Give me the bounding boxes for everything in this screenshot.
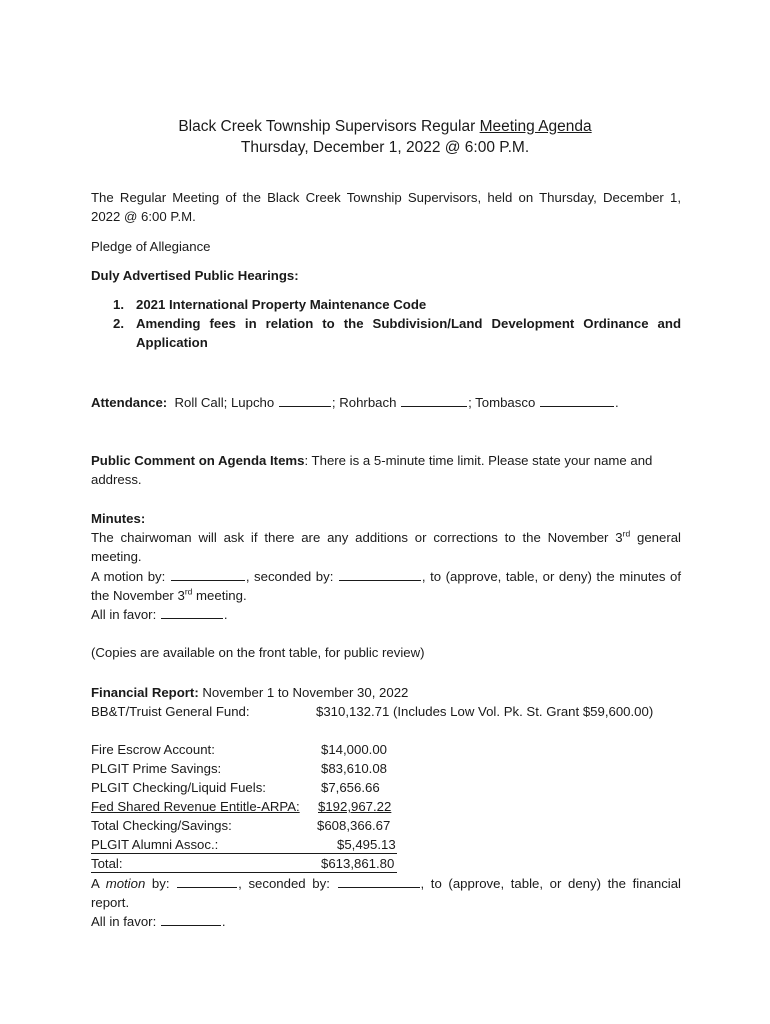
- financial-motion: [91, 873, 681, 912]
- minutes-text-end: general meeting.: [91, 530, 681, 564]
- hearing-text: 2021 International Property Maintenance Code: [136, 297, 427, 312]
- account-row: [91, 797, 681, 816]
- attendance-roll-call: Roll Call; Lupcho: [174, 395, 275, 410]
- accounts-table: [91, 740, 681, 873]
- fin-motion-a: A: [91, 876, 106, 891]
- general-fund-row: [91, 702, 681, 721]
- account-row: [91, 835, 397, 854]
- account-value: $192,967.22: [318, 799, 392, 814]
- minutes-text: The chairwoman will ask if there are any additions or corrections to the November 3: [91, 530, 623, 545]
- seconded-by-blank: [339, 566, 421, 581]
- general-fund-label: BB&T/Truist General Fund:: [91, 704, 250, 719]
- fin-motion-by-label: by:: [145, 876, 177, 891]
- fin-motion-italic: motion: [105, 876, 146, 891]
- minutes-sup: rd: [622, 528, 631, 539]
- attendance-end: .: [614, 395, 619, 410]
- account-row: [91, 816, 681, 835]
- hearing-text: Amending fees in relation to the Subdivision/Land Development Ordinance and Application: [136, 316, 681, 350]
- title-prefix: Black Creek Township Supervisors Regular: [178, 118, 480, 135]
- financial-label: Financial Report:: [91, 685, 199, 700]
- fin-motion-by-blank: [177, 873, 237, 888]
- motion-sup: rd: [184, 586, 193, 597]
- lupcho-blank: [279, 392, 331, 407]
- public-comment-paragraph: [91, 451, 681, 489]
- general-fund: [91, 702, 681, 721]
- title-underlined: Meeting Agenda: [479, 118, 592, 135]
- hearings-list: [91, 295, 681, 352]
- attendance-tombasco: ; Tombasco: [468, 395, 536, 410]
- fin-favor-end: .: [221, 914, 226, 929]
- rohrbach-blank: [401, 392, 467, 407]
- hearing-number: 2.: [113, 316, 124, 331]
- account-label: Total Checking/Savings:: [91, 818, 232, 833]
- title-line: [0, 116, 770, 137]
- account-value: $14,000.00: [321, 742, 388, 757]
- fin-favor-label: All in favor:: [91, 914, 160, 929]
- financial-period: November 1 to November 30, 2022: [198, 685, 409, 700]
- hearing-item: [91, 295, 681, 314]
- motion-text-end: meeting.: [192, 588, 247, 603]
- account-label: PLGIT Checking/Liquid Fuels:: [91, 780, 266, 795]
- fin-seconded-by-label: , seconded by:: [238, 876, 337, 891]
- hearings-heading: [91, 266, 681, 285]
- account-value: $613,861.80: [321, 856, 395, 871]
- seconded-by-label: , seconded by:: [245, 569, 338, 584]
- public-comment-text: : There is a 5-minute time limit. Please state your name and address.: [91, 453, 653, 487]
- attendance-label: Attendance:: [91, 395, 168, 410]
- account-label: PLGIT Prime Savings:: [91, 761, 222, 776]
- account-value: $608,366.67: [317, 818, 391, 833]
- favor-blank: [161, 604, 223, 619]
- intro-paragraph: The Regular Meeting of the Black Creek Township Supervisors, held on Thursday, December 1, 2022 @ 6:00 P.M.: [91, 190, 681, 224]
- account-value: $7,656.66: [321, 780, 380, 795]
- pledge-line: Pledge of Allegiance: [91, 239, 211, 254]
- attendance-line: [91, 392, 681, 412]
- account-label: PLGIT Alumni Assoc.:: [91, 837, 219, 852]
- account-row: [91, 759, 681, 778]
- account-label: Total:: [91, 856, 123, 871]
- public-comment-label: Public Comment on Agenda Items: [91, 453, 305, 468]
- favor-label: All in favor:: [91, 607, 160, 622]
- motion-by-label: A motion by:: [91, 569, 170, 584]
- copies-note: (Copies are available on the front table, for public review): [91, 645, 425, 660]
- hearing-item: [91, 314, 681, 352]
- motion-by-blank: [171, 566, 245, 581]
- motion-text: , to (approve, table, or deny) the minutes of the November 3: [91, 569, 681, 603]
- hearings-heading-text: Duly Advertised Public Hearings:: [91, 268, 299, 283]
- agenda-title: [0, 116, 770, 158]
- minutes-favor: [91, 604, 681, 624]
- fin-favor-blank: [161, 911, 221, 926]
- minutes-motion: [91, 566, 681, 605]
- attendance-rohrbach: ; Rohrbach: [331, 395, 397, 410]
- minutes-heading: [91, 509, 681, 528]
- account-row: [91, 778, 681, 797]
- account-row: [91, 740, 681, 759]
- account-value: $83,610.08: [321, 761, 388, 776]
- account-value: $5,495.13: [337, 837, 396, 852]
- fin-seconded-by-blank: [338, 873, 420, 888]
- favor-end: .: [223, 607, 228, 622]
- fin-motion-text: , to (approve, table, or deny) the financial report.: [91, 876, 681, 910]
- hearing-number: 1.: [113, 297, 124, 312]
- account-row-total: [91, 854, 397, 873]
- account-label: Fire Escrow Account:: [91, 742, 215, 757]
- minutes-heading-text: Minutes:: [91, 511, 146, 526]
- financial-favor: [91, 911, 681, 931]
- tombasco-blank: [540, 392, 614, 407]
- general-fund-value: $310,132.71 (Includes Low Vol. Pk. St. Grant $59,600.00): [316, 704, 654, 719]
- account-label: Fed Shared Revenue Entitle-ARPA:: [91, 799, 300, 814]
- meeting-date-line: Thursday, December 1, 2022 @ 6:00 P.M.: [240, 139, 530, 156]
- minutes-paragraph: [91, 528, 681, 566]
- financial-heading: [91, 683, 681, 702]
